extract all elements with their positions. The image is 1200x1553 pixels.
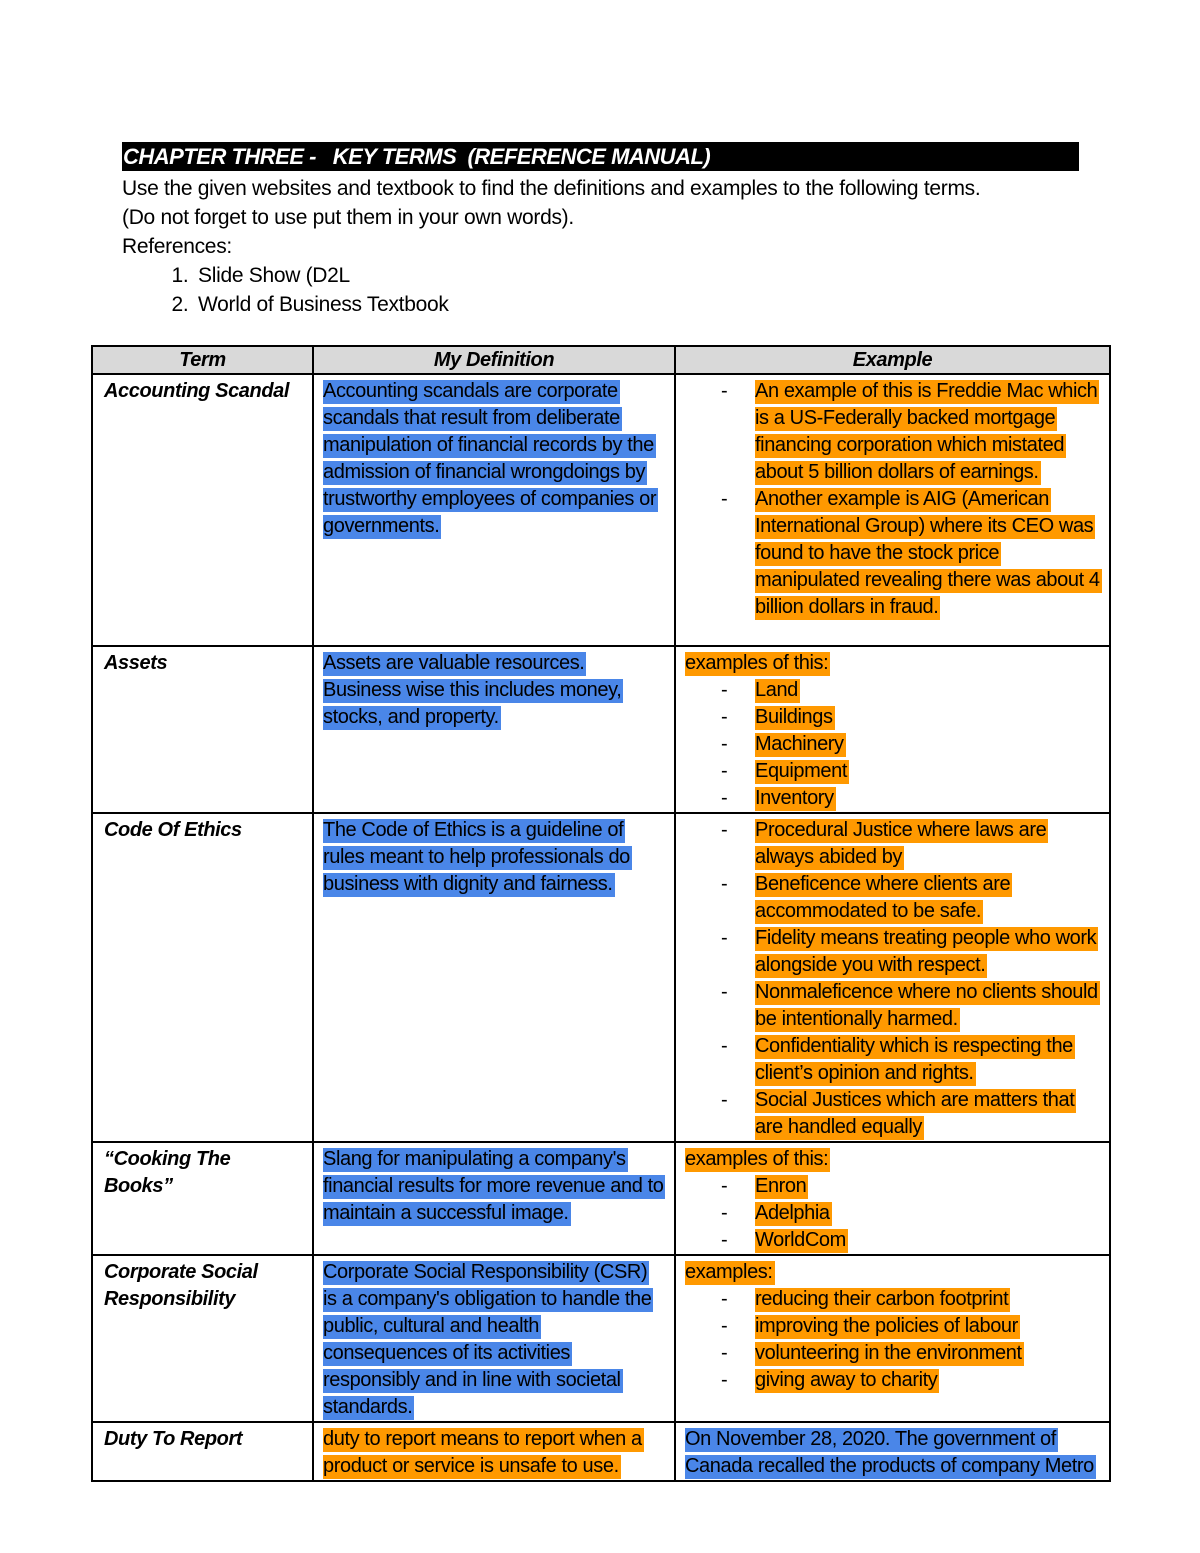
example-list xyxy=(685,378,1103,621)
example-item-text: Equipment xyxy=(755,760,848,782)
key-terms-table xyxy=(91,345,1111,1482)
dash-bullet: - xyxy=(721,1369,728,1391)
example-item-text: Beneficence where clients are accommodated to be safe. xyxy=(755,873,1011,922)
example-lead-text: examples: xyxy=(685,1261,773,1283)
example-list xyxy=(685,1286,1103,1394)
definition-text: duty to report means to report when a product or service is unsafe to use. xyxy=(323,1428,642,1477)
example-list-item xyxy=(685,871,1103,925)
example-lead xyxy=(685,1426,1103,1480)
example-list xyxy=(685,677,1103,812)
term-text: Duty To Report xyxy=(104,1428,243,1450)
dash-bullet: - xyxy=(721,1342,728,1364)
table-row xyxy=(92,1142,1110,1255)
dash-bullet: - xyxy=(721,873,728,895)
example-item-text: Land xyxy=(755,679,798,701)
example-list-item xyxy=(685,1286,1103,1313)
definition-cell xyxy=(313,646,675,813)
definition-cell xyxy=(313,374,675,646)
dash-bullet: - xyxy=(721,981,728,1003)
definition-cell xyxy=(313,1255,675,1422)
definition-cell xyxy=(313,813,675,1142)
term-text: “Cooking The Books” xyxy=(104,1148,231,1197)
dash-bullet: - xyxy=(721,1035,728,1057)
example-lead xyxy=(685,1259,1103,1286)
dash-bullet: - xyxy=(721,1089,728,1111)
term-text: Code Of Ethics xyxy=(104,819,242,841)
example-item-text: Fidelity means treating people who work alongside you with respect. xyxy=(755,927,1097,976)
example-list-item xyxy=(685,1033,1103,1087)
example-cell xyxy=(675,646,1110,813)
definition-text: Assets are valuable resources. Business wise this includes money, stocks, and property. xyxy=(323,652,622,728)
term-text: Assets xyxy=(104,652,168,674)
dash-bullet: - xyxy=(721,927,728,949)
example-lead xyxy=(685,1146,1103,1173)
example-item-text: improving the policies of labour xyxy=(755,1315,1018,1337)
chapter-title-bar xyxy=(122,142,1079,171)
references-list xyxy=(122,261,980,319)
dash-bullet: - xyxy=(721,488,728,510)
example-list-item xyxy=(685,817,1103,871)
example-item-text: volunteering in the environment xyxy=(755,1342,1022,1364)
example-list-item xyxy=(685,486,1103,621)
term-cell xyxy=(92,1142,313,1255)
dash-bullet: - xyxy=(721,1229,728,1251)
table-row xyxy=(92,1255,1110,1422)
table-row xyxy=(92,1422,1110,1481)
term-text: Accounting Scandal xyxy=(104,380,290,402)
dash-bullet: - xyxy=(721,1202,728,1224)
example-item-text: giving away to charity xyxy=(755,1369,938,1391)
example-item-text: WorldCom xyxy=(755,1229,846,1251)
example-item-text: Buildings xyxy=(755,706,833,728)
definition-text: Slang for manipulating a company's financial results for more revenue and to maintain a successful image. xyxy=(323,1148,664,1224)
term-text: Corporate Social Responsibility xyxy=(104,1261,258,1310)
table-row xyxy=(92,374,1110,646)
definition-text: Corporate Social Responsibility (CSR) is a company's obligation to handle the public, cultural and health consequences of its activities responsibly and in line with societal standards. xyxy=(323,1261,652,1418)
table-body xyxy=(92,374,1110,1481)
definition-text: The Code of Ethics is a guideline of rules meant to help professionals do business with dignity and fairness. xyxy=(323,819,630,895)
example-cell xyxy=(675,1142,1110,1255)
instruction-line: (Do not forget to use put them in your own words). xyxy=(122,206,574,229)
example-list-item xyxy=(685,1227,1103,1254)
column-header-definition: My Definition xyxy=(313,346,675,374)
example-list-item xyxy=(685,1200,1103,1227)
example-item-text: Social Justices which are matters that are handled equally xyxy=(755,1089,1075,1138)
term-cell xyxy=(92,646,313,813)
example-item-text: Confidentiality which is respecting the client’s opinion and rights. xyxy=(755,1035,1073,1084)
example-item-text: Adelphia xyxy=(755,1202,830,1224)
term-cell xyxy=(92,1422,313,1481)
example-list-item xyxy=(685,1340,1103,1367)
instructions xyxy=(122,174,980,319)
dash-bullet: - xyxy=(721,1175,728,1197)
example-item-text: Another example is AIG (American International Group) where its CEO was found to have the stock price manipulated revealing there was about 4 billion dollars in fraud. xyxy=(755,488,1100,618)
column-header-term: Term xyxy=(92,346,313,374)
example-item-text: Nonmaleficence where no clients should be intentionally harmed. xyxy=(755,981,1098,1030)
example-item-text: Enron xyxy=(755,1175,807,1197)
example-item-text: An example of this is Freddie Mac which is a US-Federally backed mortgage financing corporation which mistated about 5 billion dollars of earnings. xyxy=(755,380,1098,483)
definition-cell xyxy=(313,1142,675,1255)
dash-bullet: - xyxy=(721,706,728,728)
example-lead xyxy=(685,650,1103,677)
example-list-item xyxy=(685,704,1103,731)
example-list-item xyxy=(685,378,1103,486)
example-item-text: Procedural Justice where laws are always abided by xyxy=(755,819,1047,868)
example-list-item xyxy=(685,731,1103,758)
example-list-item xyxy=(685,925,1103,979)
dash-bullet: - xyxy=(721,1288,728,1310)
reference-item: 1. Slide Show (D2L xyxy=(194,261,980,290)
dash-bullet: - xyxy=(721,787,728,809)
dash-bullet: - xyxy=(721,679,728,701)
table-header-row xyxy=(92,346,1110,374)
dash-bullet: - xyxy=(721,380,728,402)
term-cell xyxy=(92,813,313,1142)
example-cell xyxy=(675,1255,1110,1422)
example-list xyxy=(685,1173,1103,1254)
table-row xyxy=(92,646,1110,813)
dash-bullet: - xyxy=(721,760,728,782)
example-list-item xyxy=(685,1087,1103,1141)
definition-cell xyxy=(313,1422,675,1481)
example-list xyxy=(685,817,1103,1141)
references-label: References: xyxy=(122,235,232,258)
example-cell xyxy=(675,1422,1110,1481)
example-lead-text: examples of this: xyxy=(685,652,829,674)
example-item-text: reducing their carbon footprint xyxy=(755,1288,1009,1310)
example-cell xyxy=(675,374,1110,646)
instruction-line: Use the given websites and textbook to find the definitions and examples to the following terms. xyxy=(122,177,981,200)
example-list-item xyxy=(685,1313,1103,1340)
dash-bullet: - xyxy=(721,1315,728,1337)
example-cell xyxy=(675,813,1110,1142)
example-list-item xyxy=(685,758,1103,785)
table-row xyxy=(92,813,1110,1142)
dash-bullet: - xyxy=(721,819,728,841)
dash-bullet: - xyxy=(721,733,728,755)
example-list-item xyxy=(685,677,1103,704)
term-cell xyxy=(92,374,313,646)
example-lead-text: examples of this: xyxy=(685,1148,829,1170)
example-item-text: Machinery xyxy=(755,733,844,755)
chapter-title: CHAPTER THREE - KEY TERMS (REFERENCE MANUAL) xyxy=(123,143,711,169)
column-header-example: Example xyxy=(675,346,1110,374)
definition-text: Accounting scandals are corporate scandals that result from deliberate manipulation of financial records by the admission of financial wrongdoings by trustworthy employees of companies or governments. xyxy=(323,380,657,537)
example-list-item xyxy=(685,1173,1103,1200)
term-cell xyxy=(92,1255,313,1422)
reference-item: 2. World of Business Textbook xyxy=(194,290,980,319)
example-item-text: Inventory xyxy=(755,787,834,809)
example-list-item xyxy=(685,979,1103,1033)
example-lead-text: On November 28, 2020. The government of Canada recalled the products of company Metro xyxy=(685,1428,1094,1477)
example-list-item xyxy=(685,1367,1103,1394)
example-list-item xyxy=(685,785,1103,812)
